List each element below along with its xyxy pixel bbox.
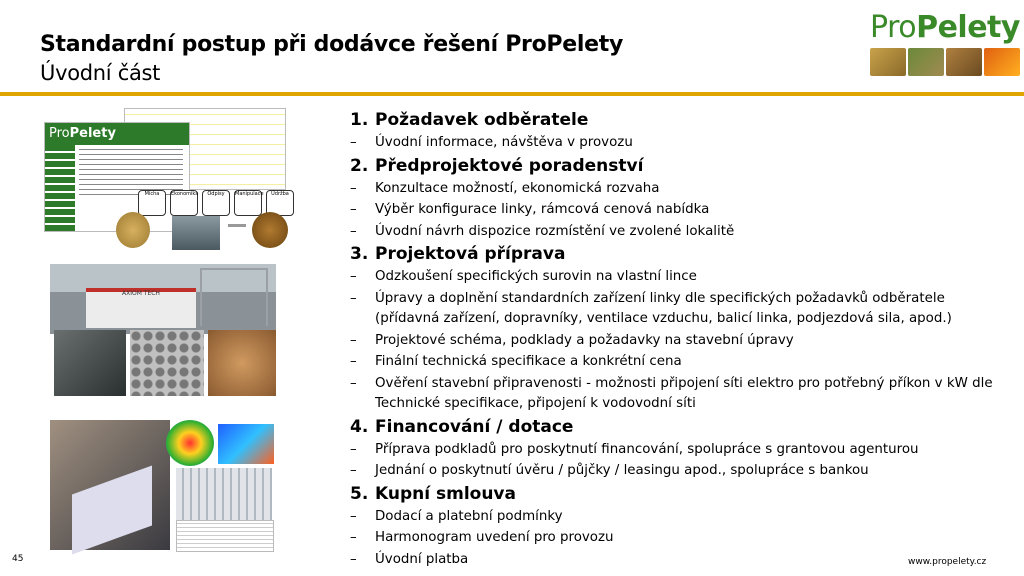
step-section [350, 154, 1010, 243]
step-title: Kupní smlouva [375, 483, 516, 504]
step-title: Předprojektové poradenství [375, 155, 644, 176]
factory-silo-frame [200, 268, 268, 326]
logo-photo-fire [984, 48, 1020, 76]
step-number: 2. [350, 155, 369, 176]
logo-text-pelety: Pelety [916, 10, 1020, 45]
logo-photo-wood [870, 48, 906, 76]
process-steps [350, 108, 1010, 570]
logo-photo-straw [908, 48, 944, 76]
website-collage [44, 108, 290, 250]
list-item: – Harmonogram uvedení pro provozu [350, 530, 614, 545]
page-number: 45 [12, 554, 24, 564]
flow-step: Manipulace [234, 190, 262, 216]
list-item: – Dodací a platební podmínky [350, 508, 563, 524]
step-section [350, 108, 1010, 154]
pellets-hands-photo [208, 330, 276, 396]
engineering-collage [50, 420, 276, 550]
factory-collage [50, 264, 276, 398]
step-title: Požadavek odběratele [375, 110, 589, 130]
header-divider [0, 92, 1024, 96]
footer-url[interactable]: www.propelety.cz [908, 557, 987, 567]
step-section [350, 415, 1010, 482]
engineer-photo [50, 420, 170, 550]
slide-subtitle: Úvodní část [40, 61, 161, 85]
pellet-line-image [172, 216, 220, 250]
list-item: – Výběr konfigurace linky, rámcová cenová nabídka [350, 202, 710, 217]
logo-photo-strip [870, 48, 1020, 76]
list-item: – Finální technická specifikace a konkrétní cena [350, 354, 682, 369]
step-number: 1. [350, 110, 369, 130]
flow-step: Mícha [138, 190, 166, 216]
step-number: 5. [350, 483, 369, 504]
flow-step: Odpisy [202, 190, 230, 216]
logo-photo-pellets [946, 48, 982, 76]
flow-step: Údržba [266, 190, 294, 216]
list-item: – Jednání o poskytnutí úvěru / půjčky / leasingu apod., spolupráce s bankou [350, 463, 869, 478]
cad-stress-image [218, 424, 274, 464]
website-logo-pelety: Pelety [69, 126, 116, 141]
flow-arrow [228, 224, 246, 227]
list-item: – Ověření stavební připravenosti - možnosti připojení síti elektro pro potřebný příkon v kW dle Technické specifikace, připojení k vodovodní síti [350, 375, 993, 411]
factory-photo [50, 264, 276, 334]
propelety-logo [870, 10, 1020, 84]
hay-bale-image [116, 212, 150, 248]
laptop-image [72, 465, 152, 554]
step-number: 3. [350, 244, 369, 264]
simulation-image [166, 420, 214, 466]
list-item: – Příprava podkladů pro poskytnutí financování, spolupráce s grantovou agenturou [350, 441, 919, 457]
slide-title: Standardní postup při dodávce řešení ProPelety [40, 32, 623, 57]
moisture-meter-photo [54, 330, 126, 396]
list-item: – Úvodní informace, návštěva v provozu [350, 135, 633, 150]
factory-sign: AXIOM TECH [122, 290, 160, 297]
list-item: – Projektové schéma, podklady a požadavky na stavební úpravy [350, 332, 794, 348]
step-number: 4. [350, 416, 369, 437]
pellets-image [252, 212, 288, 248]
list-item: – Úpravy a doplnění standardních zařízení linky dle specifických požadavků odběratele (přídavná zařízení, dopravníky, ventilace vzduchu, balicí linka, podjezdová sila, apod.) [350, 290, 952, 326]
step-title: Projektová příprava [375, 244, 566, 264]
machine-model-image [176, 468, 272, 520]
list-item: – Úvodní platba [350, 551, 469, 567]
logo-text-pro: Pro [870, 10, 917, 45]
flow-step: Ekonomika [170, 190, 198, 216]
website-menu [45, 145, 75, 231]
die-plate-photo [130, 330, 204, 396]
step-section [350, 242, 1010, 415]
layout-drawing-image [176, 520, 274, 552]
list-item: – Úvodní návrh dispozice rozmístění ve zvolené lokalitě [350, 223, 735, 239]
step-title: Financování / dotace [375, 416, 574, 437]
list-item: – Odzkoušení specifických surovin na vlastní lince [350, 269, 697, 284]
list-item: – Konzultace možností, ekonomická rozvaha [350, 180, 660, 196]
website-logo-pro: Pro [49, 126, 70, 141]
